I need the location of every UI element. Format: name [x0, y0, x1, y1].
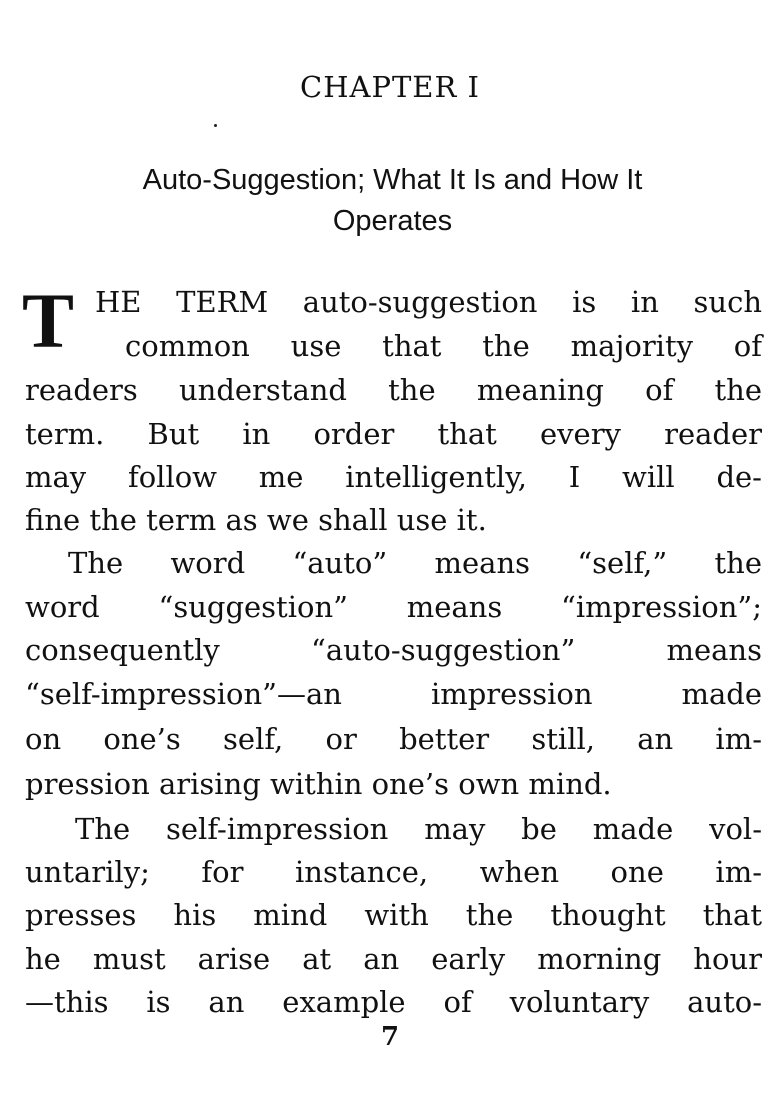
- body-line: The self-impression may be made vol-: [75, 812, 762, 846]
- body-line: word “suggestion” means “impression”;: [25, 590, 762, 624]
- body-line: pression arising within one’s own mind.: [25, 767, 612, 801]
- body-line: on one’s self, or better still, an im-: [25, 722, 762, 756]
- body-line: HE TERM auto-suggestion is in such: [95, 285, 762, 319]
- body-line: untarily; for instance, when one im-: [25, 855, 762, 889]
- chapter-heading: CHAPTER I: [300, 70, 480, 104]
- body-line: common use that the majority of: [125, 329, 762, 363]
- body-line: “self-impression”—an impression made: [25, 677, 762, 711]
- chapter-title-line-2: Operates: [332, 205, 453, 237]
- body-line: may follow me intelligently, I will de-: [25, 460, 762, 494]
- chapter-title: [20, 160, 765, 242]
- body-line: —this is an example of voluntary auto-: [25, 985, 762, 1019]
- body-line: consequently “auto-suggestion” means: [25, 633, 762, 667]
- page-number: 7: [380, 1022, 400, 1052]
- body-line: term. But in order that every reader: [25, 417, 762, 451]
- body-line: he must arise at an early morning hour: [25, 942, 762, 976]
- chapter-title-line-1: Auto-Suggestion; What It Is and How It: [142, 164, 643, 196]
- body-line: The word “auto” means “self,” the: [68, 546, 762, 580]
- speck: [214, 124, 217, 127]
- body-line: fine the term as we shall use it.: [25, 503, 487, 537]
- body-line: presses his mind with the thought that: [25, 898, 762, 932]
- drop-cap: T: [22, 277, 75, 364]
- body-line: readers understand the meaning of the: [25, 373, 762, 407]
